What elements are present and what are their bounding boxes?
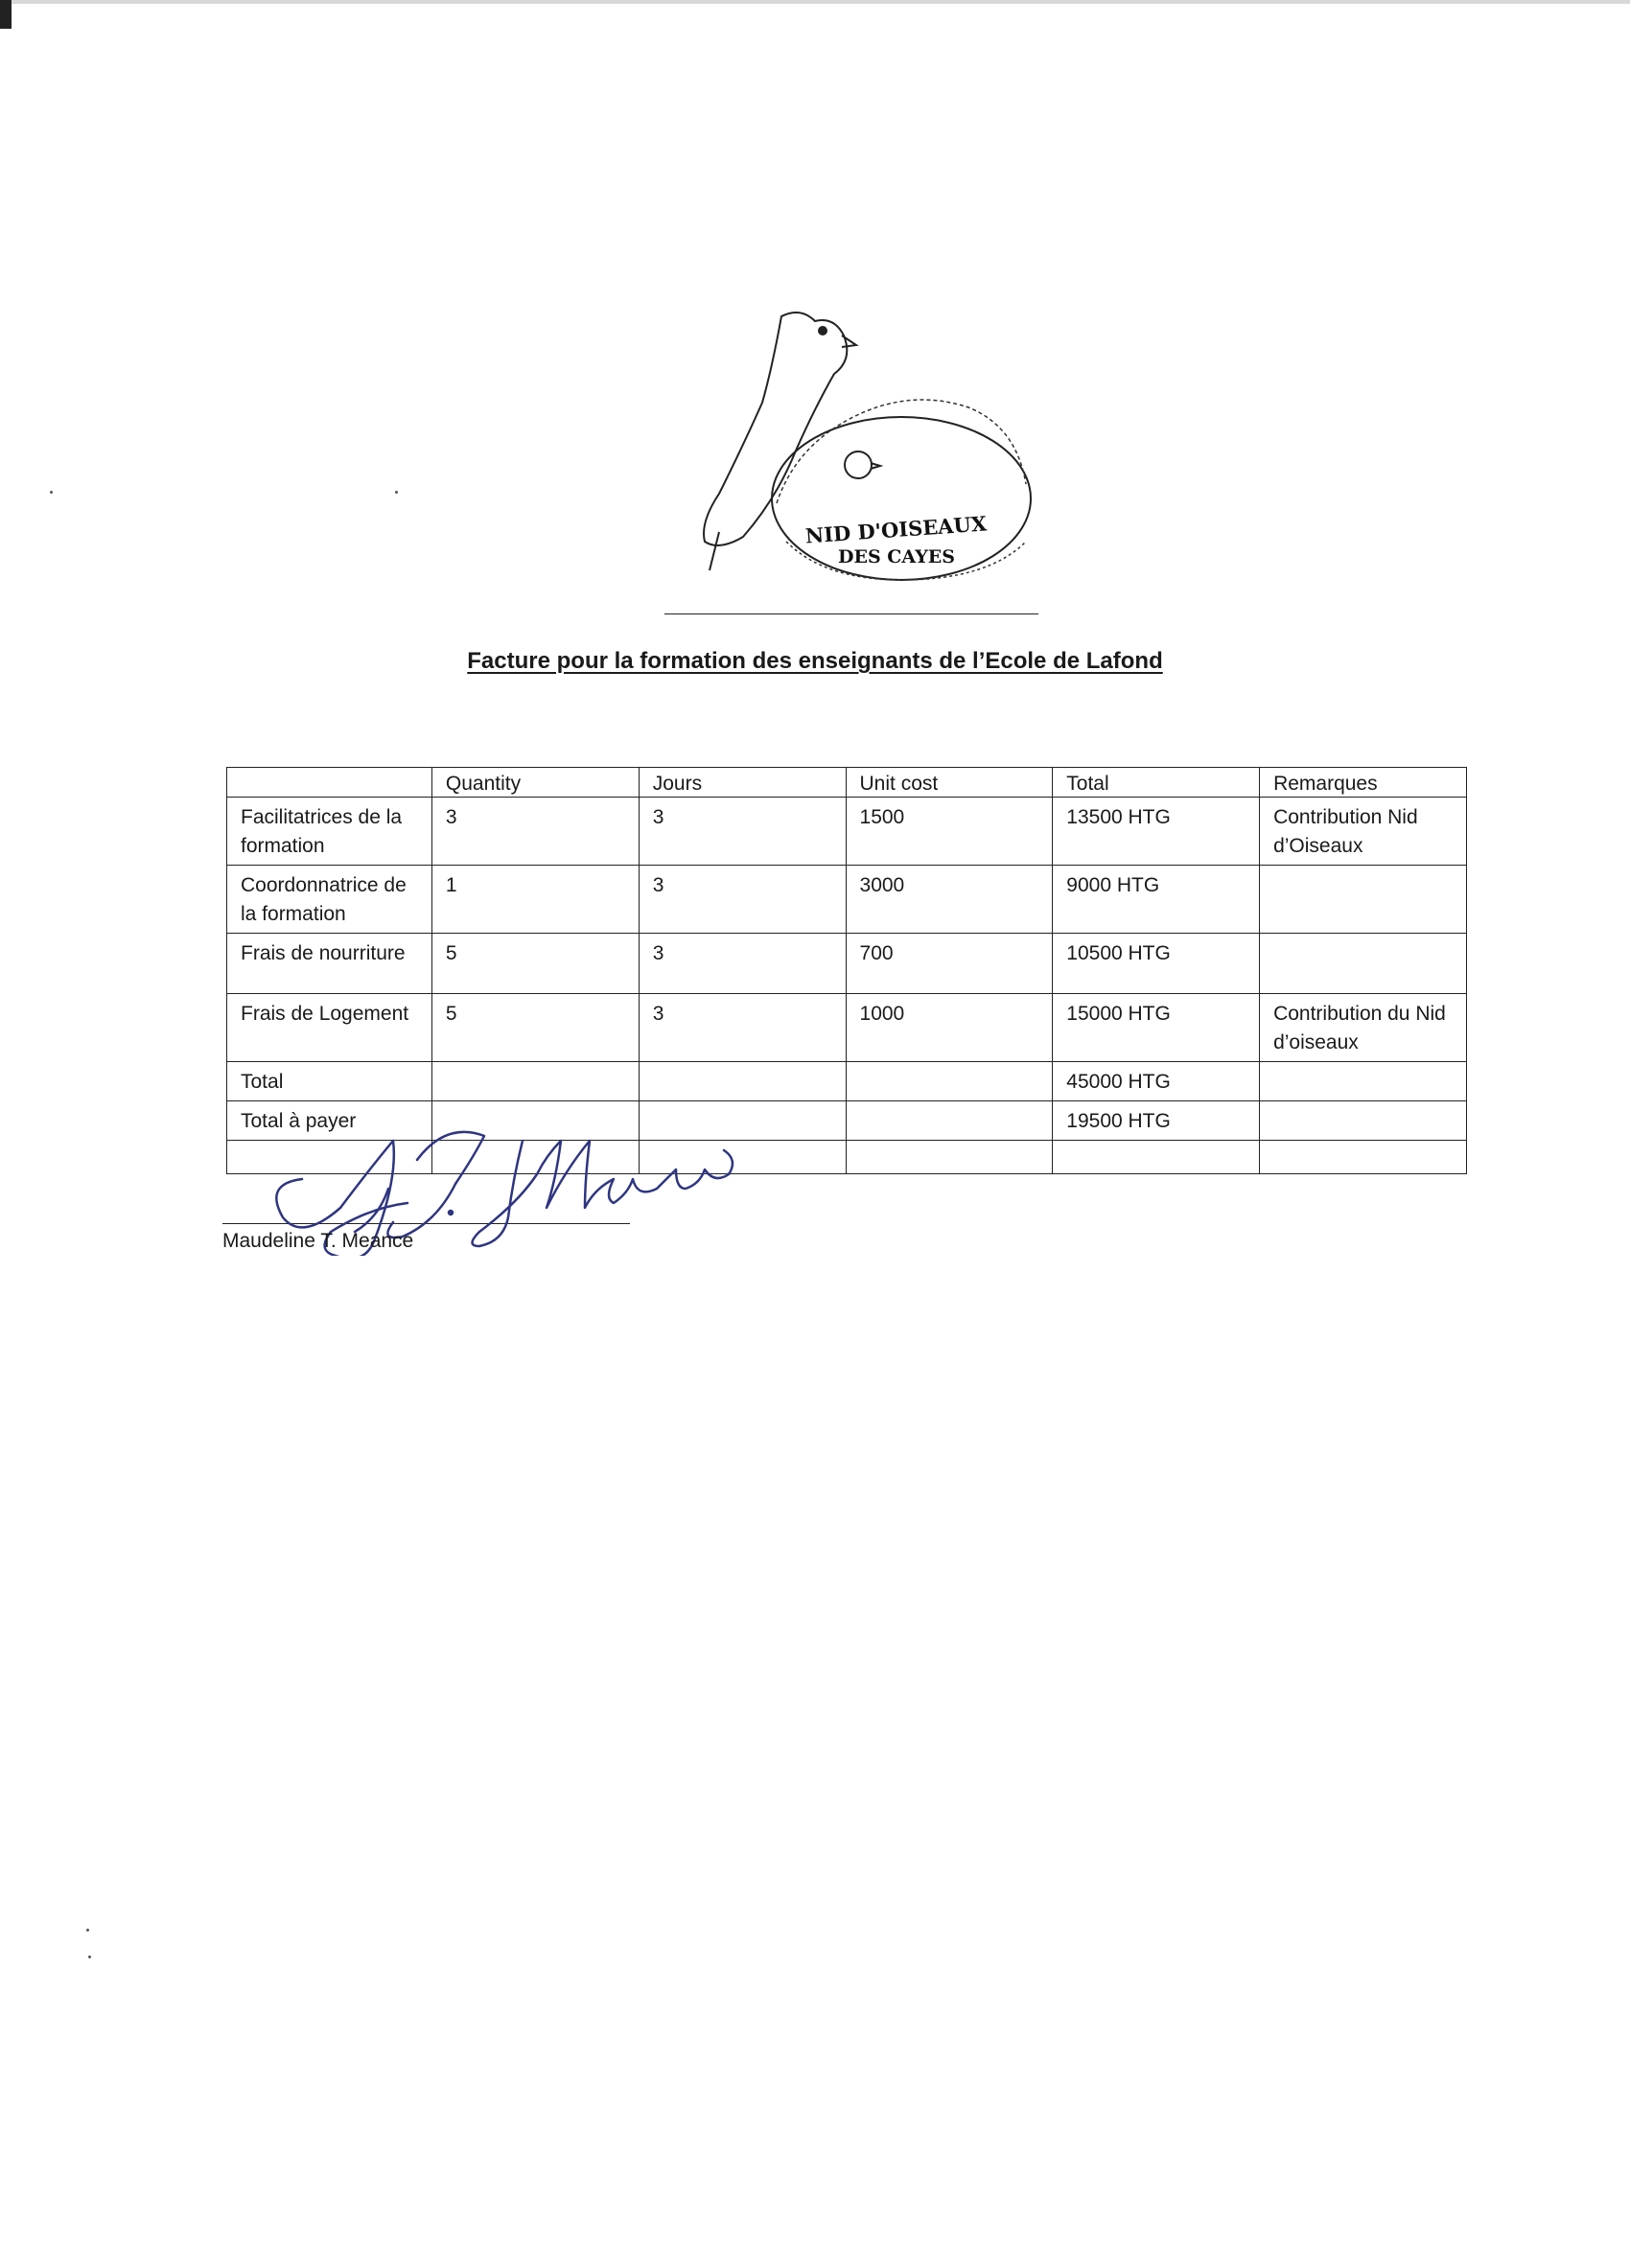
signer-name: Maudeline T. Meance <box>222 1230 414 1252</box>
scan-speck <box>50 491 53 494</box>
table-cell <box>846 1101 1053 1141</box>
scan-speck <box>86 1929 89 1932</box>
table-cell <box>639 1062 846 1101</box>
scan-corner-mark <box>0 0 12 29</box>
table-row <box>227 994 1467 1062</box>
table-cell: 13500 HTG <box>1053 798 1260 866</box>
header-cell: Jours <box>639 768 846 798</box>
table-cell: 5 <box>431 934 639 994</box>
page-title: Facture pour la formation des enseignants de l’Ecole de Lafond <box>467 648 1163 674</box>
table-cell: 10500 HTG <box>1053 934 1260 994</box>
table-cell: 3 <box>431 798 639 866</box>
table-cell <box>1260 1101 1467 1141</box>
table-cell: 3 <box>639 994 846 1062</box>
table-cell: Facilitatrices de la formation <box>227 798 432 866</box>
table-cell <box>1260 1062 1467 1101</box>
table-cell: 45000 HTG <box>1053 1062 1260 1101</box>
table-cell: Total <box>227 1062 432 1101</box>
logo-divider <box>664 613 1038 614</box>
table-cell: 19500 HTG <box>1053 1101 1260 1141</box>
header-cell: Quantity <box>431 768 639 798</box>
header-cell: Unit cost <box>846 768 1053 798</box>
table-cell: 1000 <box>846 994 1053 1062</box>
table-cell <box>431 1062 639 1101</box>
table-row <box>227 798 1467 866</box>
table-cell <box>846 1141 1053 1174</box>
table-cell: 5 <box>431 994 639 1062</box>
header-cell: Total <box>1053 768 1260 798</box>
logo-text-line1: NID D'OISEAUX <box>804 511 988 548</box>
table-cell <box>1053 1141 1260 1174</box>
table-cell <box>1260 866 1467 934</box>
table-cell <box>846 1062 1053 1101</box>
table-cell: Coordonnatrice de la formation <box>227 866 432 934</box>
table-cell: 15000 HTG <box>1053 994 1260 1062</box>
logo-text-line2: DES CAYES <box>838 546 955 567</box>
table-cell: 3 <box>639 866 846 934</box>
table-cell <box>1260 1141 1467 1174</box>
table-cell <box>1260 934 1467 994</box>
table-cell: 1 <box>431 866 639 934</box>
table-cell: Total à payer <box>227 1101 432 1141</box>
table-cell: 3000 <box>846 866 1053 934</box>
invoice-table <box>226 767 1467 1174</box>
table-row <box>227 934 1467 994</box>
table-total-row <box>227 1062 1467 1101</box>
table-cell: Frais de nourriture <box>227 934 432 994</box>
header-cell: Remarques <box>1260 768 1467 798</box>
table-cell: 1500 <box>846 798 1053 866</box>
scan-speck <box>88 1956 91 1958</box>
scan-edge <box>0 0 1630 4</box>
table-cell: 3 <box>639 934 846 994</box>
header-cell <box>227 768 432 798</box>
table-cell: Frais de Logement <box>227 994 432 1062</box>
table-cell: Contribution du Nid d’oiseaux <box>1260 994 1467 1062</box>
table-cell: 700 <box>846 934 1053 994</box>
table-cell: 3 <box>639 798 846 866</box>
table-row <box>227 866 1467 934</box>
table-header-row <box>227 768 1467 798</box>
bird-nest-logo <box>662 292 1036 599</box>
table-cell: 9000 HTG <box>1053 866 1260 934</box>
scan-speck <box>395 491 398 494</box>
table-cell: Contribution Nid d’Oiseaux <box>1260 798 1467 866</box>
